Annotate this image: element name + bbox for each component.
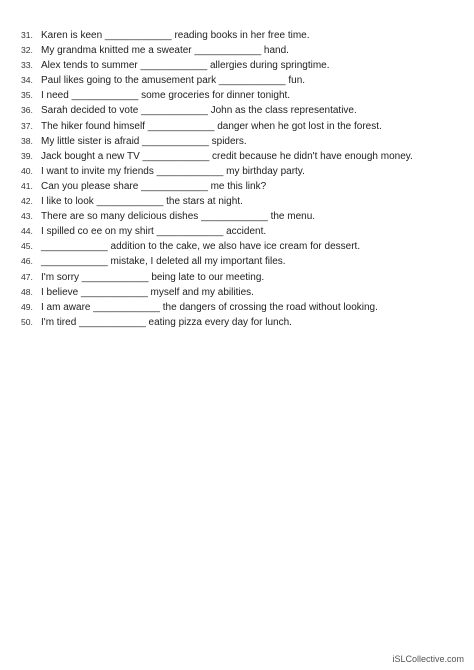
item-sentence: Karen is keen ____________ reading books in her free time. (41, 30, 310, 41)
item-sentence: I am aware ____________ the dangers of crossing the road without looking. (41, 301, 378, 313)
item-number: 36. (21, 105, 33, 116)
list-item (21, 179, 461, 194)
list-item (21, 134, 461, 149)
item-number: 48. (21, 286, 33, 297)
item-number: 34. (21, 75, 33, 86)
list-item (21, 149, 461, 164)
list-item (21, 43, 461, 58)
item-number: 43. (21, 211, 33, 222)
list-item (21, 285, 461, 300)
item-sentence: Paul likes going to the amusement park ____________ fun. (41, 75, 306, 87)
item-number: 39. (21, 150, 33, 161)
item-sentence: I believe ____________ myself and my abilities. (41, 286, 254, 298)
item-sentence: My little sister is afraid ____________ spiders. (41, 135, 247, 147)
site-watermark: iSLCollective.com (392, 654, 464, 664)
item-number: 38. (21, 135, 33, 146)
item-number: 31. (21, 30, 33, 40)
item-sentence: I need ____________ some groceries for dinner tonight. (41, 90, 291, 102)
list-item (21, 300, 461, 315)
exercise-list (21, 28, 461, 330)
item-number: 46. (21, 256, 33, 267)
item-number: 50. (21, 316, 33, 327)
item-number: 47. (21, 271, 33, 282)
list-item (21, 315, 461, 330)
list-item (21, 119, 461, 134)
list-item (21, 164, 461, 179)
list-item (21, 28, 461, 43)
item-sentence: Alex tends to summer ____________ allergies during springtime. (41, 60, 330, 72)
item-sentence: I spilled co ee on my shirt ____________ accident. (41, 226, 267, 238)
item-sentence: I'm tired ____________ eating pizza every day for lunch. (41, 316, 292, 328)
list-item (21, 239, 461, 254)
list-item (21, 270, 461, 285)
item-sentence: I want to invite my friends ____________ my birthday party. (41, 165, 305, 177)
item-sentence: I like to look ____________ the stars at night. (41, 196, 243, 208)
item-sentence: There are so many delicious dishes ____________ the menu. (41, 211, 316, 223)
item-sentence: I'm sorry ____________ being late to our meeting. (41, 271, 265, 283)
item-number: 45. (21, 241, 33, 252)
item-sentence: Jack bought a new TV ____________ credit because he didn't have enough money. (41, 150, 413, 162)
item-number: 35. (21, 90, 33, 101)
item-number: 33. (21, 60, 33, 71)
list-item (21, 73, 461, 88)
item-sentence: ____________ addition to the cake, we also have ice cream for dessert. (41, 241, 361, 253)
item-number: 32. (21, 45, 33, 56)
list-item (21, 254, 461, 269)
list-item (21, 209, 461, 224)
item-sentence: The hiker found himself ____________ danger when he got lost in the forest. (41, 120, 382, 132)
item-sentence: My grandma knitted me a sweater ____________ hand. (41, 45, 289, 57)
item-sentence: Sarah decided to vote ____________ John as the class representative. (41, 105, 357, 117)
item-number: 41. (21, 180, 33, 191)
item-number: 44. (21, 226, 33, 237)
list-item (21, 88, 461, 103)
item-sentence: ____________ mistake, I deleted all my important files. (41, 256, 286, 268)
item-sentence: Can you please share ____________ me this link? (41, 180, 267, 192)
list-item (21, 103, 461, 118)
item-number: 49. (21, 301, 33, 312)
list-item (21, 58, 461, 73)
item-number: 42. (21, 196, 33, 207)
list-item (21, 194, 461, 209)
list-item (21, 224, 461, 239)
item-number: 37. (21, 120, 33, 131)
item-number: 40. (21, 165, 33, 176)
